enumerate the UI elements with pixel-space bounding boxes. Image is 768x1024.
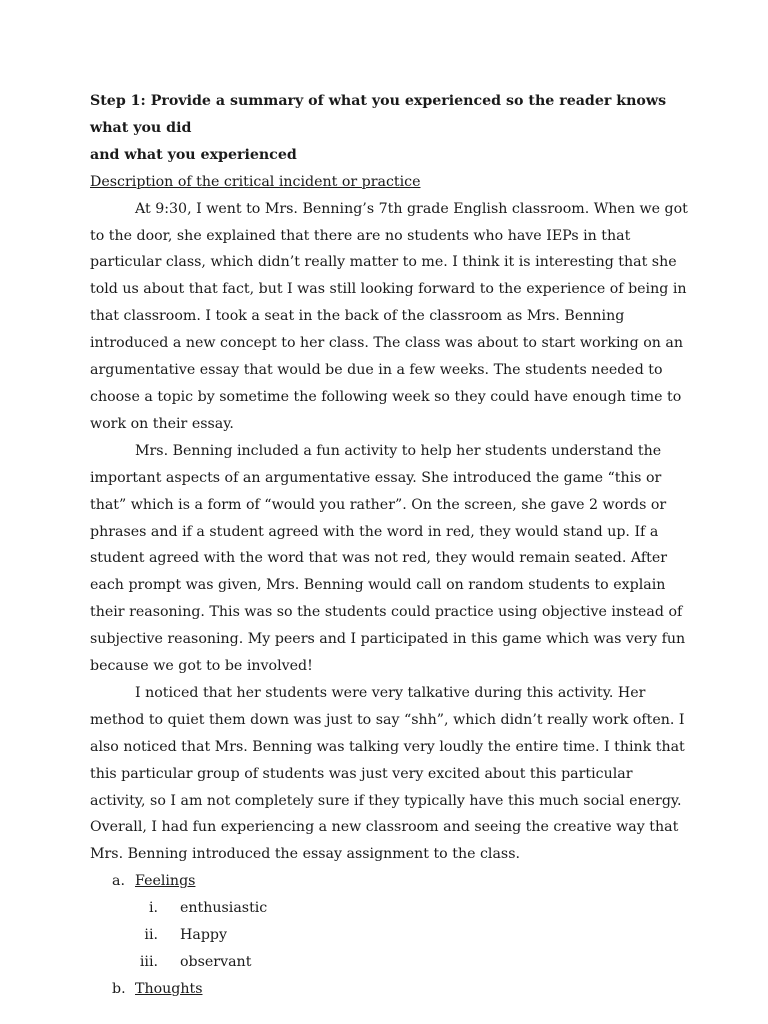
sublist-marker: ii. — [144, 927, 158, 944]
feeling-text: Happy — [180, 927, 228, 944]
document-page — [90, 88, 690, 1003]
paragraph-1: At 9:30, I went to Mrs. Benning’s 7th grade English classroom. When we got to the door, she explained that there are no students who have IEPs in that particular class, which didn’t really matter to me. I think it is interesting that she told us about that fact, but I was still looking forward to the experience of being in that classroom. I took a seat in the back of the classroom as Mrs. Benning introduced a new concept to her class. The class was about to start working on an argumentative essay that would be due in a few weeks. The students needed to choose a topic by sometime the following week so they could have enough time to work on their essay. — [90, 200, 688, 432]
sublist-marker: iii. — [139, 954, 158, 970]
step-heading-line2: and what you experienced — [90, 146, 297, 163]
sublist-item — [135, 895, 690, 922]
list-marker: a. — [112, 873, 125, 890]
paragraph-3: I noticed that her students were very talkative during this activity. Her method to quiet them down was just to say “shh”, which didn’t really work often. I also noticed that Mrs. Benning was talking very loudly the entire time. I think that this particular group of students was just very excited about this particular activity, so I am not completely sure if they typically have this much social energy. Overall, I had fun experiencing a new classroom and seeing the creative way that Mrs. Benning introduced the essay assignment to the class. — [90, 684, 685, 863]
sublist-marker: i. — [148, 900, 158, 917]
step-heading-line1: Step 1: Provide a summary of what you experienced so the reader knows what you did — [90, 93, 667, 136]
step-heading — [90, 88, 690, 169]
feelings-sublist — [135, 895, 690, 976]
paragraph-2: Mrs. Benning included a fun activity to help her students understand the important aspects of an argumentative essay. She introduced the game “this or that” which is a form of “would you rather”. On the screen, she gave 2 words or phrases and if a student agreed with the word in red, they would stand up. If a student agreed with the word that was not red, they would remain seated. After each prompt was given, Mrs. Benning would call on random students to explain their reasoning. This was so the students could practice using objective instead of subjective reasoning. My peers and I participated in this game which was very fun because we got to be involved! — [90, 442, 686, 675]
list-item-feelings — [90, 868, 690, 976]
sublist-item — [135, 922, 690, 949]
feeling-text: enthusiastic — [180, 900, 268, 917]
list-marker: b. — [112, 980, 126, 997]
feeling-text: observant — [180, 954, 252, 970]
list-item-thoughts — [90, 976, 690, 1003]
sublist-item — [135, 949, 690, 976]
section-subheading: Description of the critical incident or practice — [90, 173, 421, 190]
reflection-list — [90, 868, 690, 1003]
feelings-label: Feelings — [135, 873, 196, 890]
thoughts-label: Thoughts — [135, 980, 203, 997]
